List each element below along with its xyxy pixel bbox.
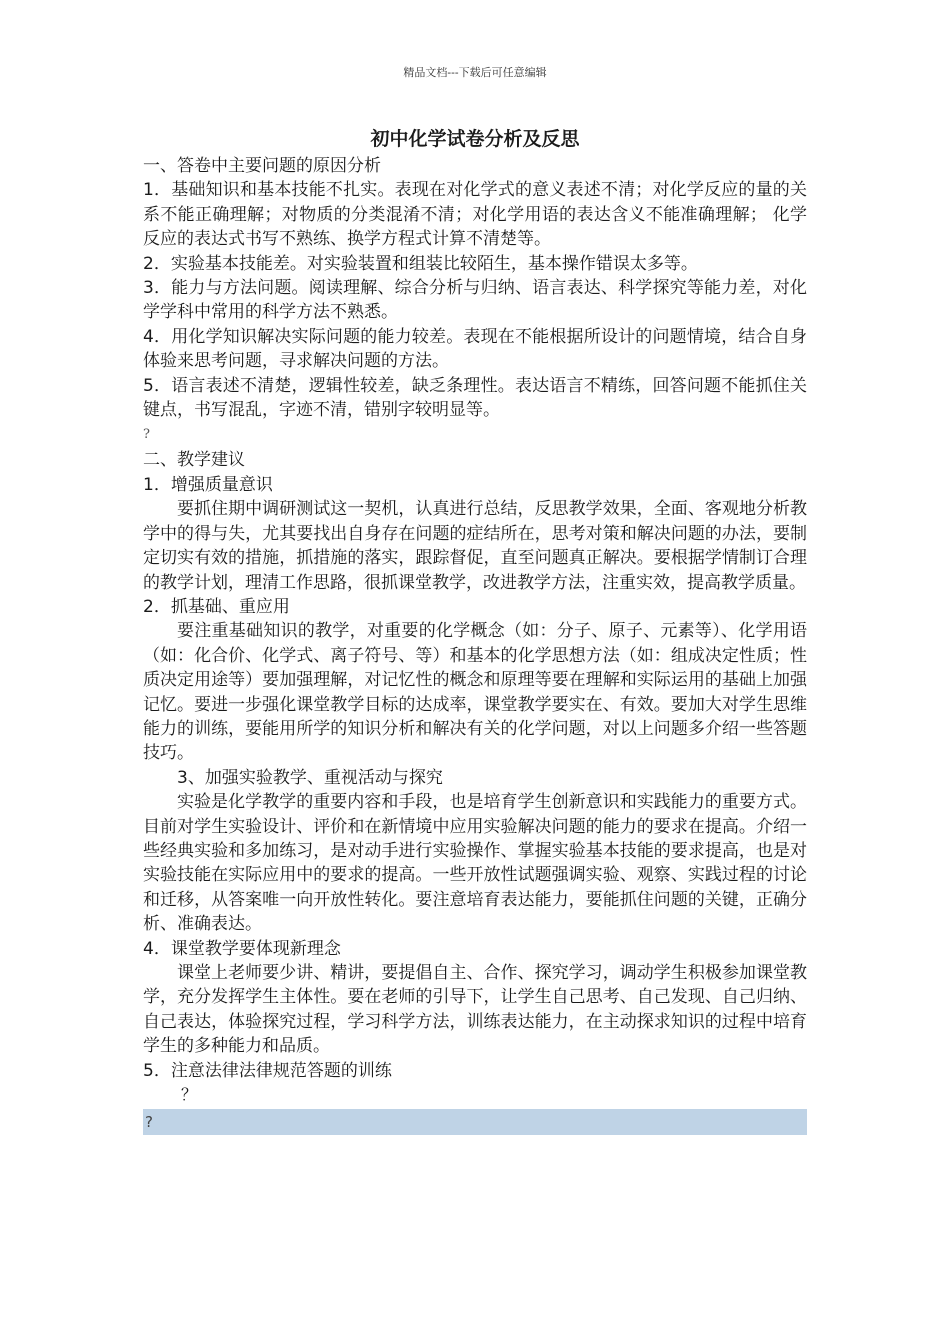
subsection2-heading: 2．抓基础、重应用	[143, 596, 290, 617]
document-title: 初中化学试卷分析及反思	[370, 128, 580, 150]
subsection2-body: 要注重基础知识的教学，对重要的化学概念（如：分子、原子、元素等）、化学用语（如：化合价、化学式、离子符号、等）和基本的化学思想方法（如：组成决定性质；性质决定用途等）要加强理解，对记忆性的概念和原理等要在理解和实际运用的基础上加强记忆。要进一步强化课堂教学目标的达成率，课堂教学要实在、有效。要加大对学生思维能力的训练，要能用所学的知识分析和解决有关的化学问题，对以上问题多介绍一些答题技巧。	[143, 621, 807, 764]
page-header: 精品文档---下载后可任意编辑	[403, 66, 547, 79]
final-question-mark: ?	[145, 1113, 153, 1132]
inner-question-mark: ？	[181, 1085, 198, 1105]
subsection1-heading: 1．增强质量意识	[143, 474, 273, 495]
section1-item-3: 3．能力与方法问题。阅读理解、综合分析与归纳、语言表达、科学探究等能力差，对化学学科中常用的科学方法不熟悉。	[143, 278, 807, 323]
section1-item-1: 1．基础知识和基本技能不扎实。表现在对化学式的意义表述不清；对化学反应的量的关系不能正确理解；对物质的分类混淆不清；对化学用语的表达含义不能准确理解； 化学反应的表达式书写不熟练、换学方程式计算不清楚等。	[143, 180, 807, 250]
section1-item-2: 2．实验基本技能差。对实验装置和组装比较陌生，基本操作错误太多等。	[143, 253, 698, 274]
subsection1-body: 要抓住期中调研测试这一契机，认真进行总结，反思教学效果，全面、客观地分析教学中的得与失，尤其要找出自身存在问题的症结所在，思考对策和解决问题的办法，要制定切实有效的措施，抓措施的落实，跟踪督促，直至问题真正解决。要根据学情制订合理的教学计划，理清工作思路，很抓课堂教学，改进教学方法，注重实效，提高教学质量。	[143, 499, 807, 593]
document-body	[143, 124, 807, 1135]
section1-heading: 一、答卷中主要问题的原因分析	[143, 156, 381, 176]
subsection3-body: 实验是化学教学的重要内容和手段，也是培育学生创新意识和实践能力的重要方式。目前对学生实验设计、评价和在新情境中应用实验解决问题的能力的要求在提高。介绍一些经典实验和多加练习，是对动手进行实验操作、掌握实验基本技能的要求提高，也是对实验技能在实际应用中的要求的提高。一些开放性试题强调实验、观察、实践过程的讨论和迁移，从答案唯一向开放性转化。要注意培育表达能力，要能抓住问题的关键，正确分析、准确表达。	[143, 792, 807, 935]
subsection4-heading: 4．课堂教学要体现新理念	[143, 938, 341, 959]
subsection4-body: 课堂上老师要少讲、精讲，要提倡自主、合作、探究学习，调动学生积极参加课堂教学，充分发挥学生主体性。要在老师的引导下，让学生自己思考、自己发现、自己归纳、自己表达，体验探究过程，学习科学方法，训练表达能力，在主动探求知识的过程中培育学生的多种能力和品质。	[143, 963, 807, 1057]
highlighted-line	[143, 1109, 807, 1135]
subsection3-heading: 3、加强实验教学、重视活动与探究	[177, 767, 443, 788]
section1-item-4: 4．用化学知识解决实际问题的能力较差。表现在不能根据所设计的问题情境，结合自身体验来思考问题，寻求解决问题的方法。	[143, 326, 807, 372]
section2-heading: 二、教学建议	[143, 450, 245, 471]
subsection5-heading: 5．注意法律法律规范答题的训练	[143, 1060, 392, 1081]
question-mark: ?	[143, 427, 150, 443]
section1-item-5: 5．语言表述不清楚，逻辑性较差，缺乏条理性。表达语言不精练，回答问题不能抓住关键点，书写混乱，字迹不清，错别字较明显等。	[143, 375, 807, 421]
